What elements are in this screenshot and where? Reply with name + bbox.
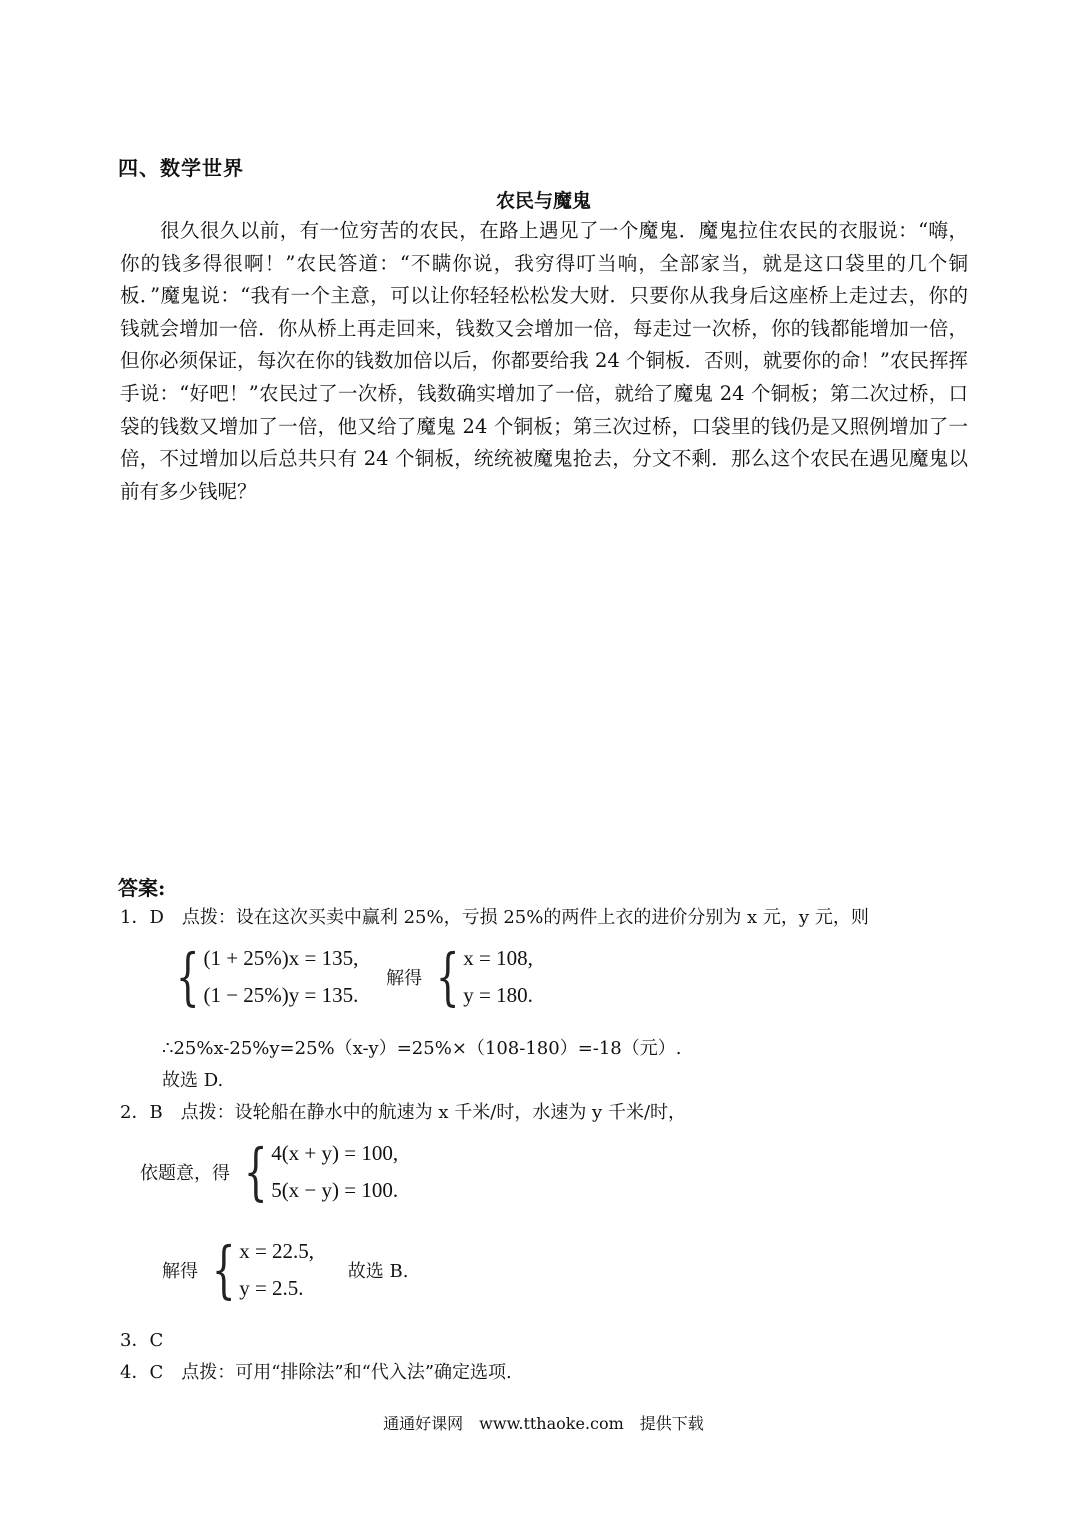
equation-system xyxy=(168,940,358,1014)
solve-label: 解得 xyxy=(386,968,423,989)
equation: y = 2.5. xyxy=(239,1276,304,1300)
setup-label: 依题意，得 xyxy=(140,1163,230,1184)
answer-2-setup xyxy=(140,1135,398,1209)
answers-heading: 答案: xyxy=(118,876,166,900)
equation: 4(x + y) = 100, xyxy=(271,1141,399,1165)
answer-1-equations xyxy=(168,940,533,1014)
answer-1-choice: 故选 D. xyxy=(162,1070,224,1091)
equation-system xyxy=(236,1135,398,1209)
equation: (1 + 25%)x = 135, xyxy=(203,946,359,970)
brace-icon: { xyxy=(243,1135,268,1208)
brace-icon: { xyxy=(211,1233,236,1306)
answer-1-line: 1．D 点拨：设在这次买卖中赢利 25%，亏损 25%的两件上衣的进价分别为 x 元，y 元，则 xyxy=(120,907,869,928)
solve-label: 解得 xyxy=(162,1261,198,1282)
answer-1-calculation: ∴25%x-25%y=25%（x-y）=25%×（108-180）=-18（元）. xyxy=(162,1038,682,1059)
section-title: 四、数学世界 xyxy=(118,156,244,180)
story-title: 农民与魔鬼 xyxy=(495,190,591,212)
equation: x = 108, xyxy=(463,946,533,970)
equation: x = 22.5, xyxy=(239,1239,315,1263)
brace-icon: { xyxy=(175,940,200,1013)
equation: (1 − 25%)y = 135. xyxy=(203,983,359,1007)
story-paragraph: 很久很久以前，有一位穷苦的农民，在路上遇见了一个魔鬼．魔鬼拉住农民的衣服说：“嗨，你的钱多得很啊！”农民答道：“不瞒你说，我穷得叮当响，全部家当，就是这口袋里的几个铜板．”魔鬼说：“我有一个主意，可以让你轻轻松松发大财．只要你从我身后这座桥上走过去，你的钱就会增加一倍．你从桥上再走回来，钱数又会增加一倍，每走过一次桥，你的钱都能增加一倍，但你必须保证，每次在你的钱数加倍以后，你都要给我 24 个铜板．否则，就要你的命！”农民挥挥手说：“好吧！”农民过了一次桥，钱数确实增加了一倍，就给了魔鬼 24 个铜板；第二次过桥，口袋的钱数又增加了一倍，他又给了魔鬼 24 个铜板；第三次过桥，口袋里的钱仍是又照例增加了一倍，不过增加以后总共只有 24 个铜板，统统被魔鬼抢去，分文不剩．那么这个农民在遇见魔鬼以前有多少钱呢？ xyxy=(120,219,968,503)
equation: 5(x − y) = 100. xyxy=(271,1178,399,1202)
answer-4-line: 4．C 点拨：可用“排除法”和“代入法”确定选项. xyxy=(120,1362,512,1383)
answer-2-solution xyxy=(162,1233,408,1307)
answer-2-line: 2．B 点拨：设轮船在静水中的航速为 x 千米/时，水速为 y 千米/时， xyxy=(120,1102,687,1123)
footer-credit: 通通好课网 www.tthaoke.com 提供下载 xyxy=(383,1414,704,1433)
answer-2-choice: 故选 B. xyxy=(347,1261,409,1282)
solution-system xyxy=(428,940,533,1014)
answer-3-line: 3．C xyxy=(120,1330,164,1351)
solution-system xyxy=(204,1233,314,1307)
brace-icon: { xyxy=(435,940,460,1013)
equation: y = 180. xyxy=(463,983,533,1007)
